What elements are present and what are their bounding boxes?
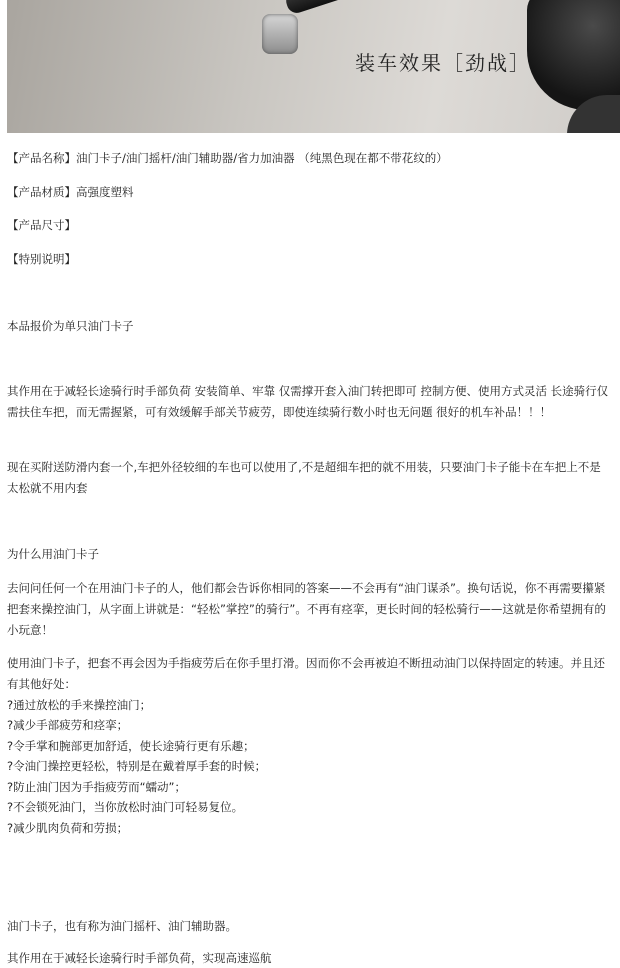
benefit-item: ?不会锁死油门，当你放松时油门可轻易复位。 xyxy=(7,800,244,814)
spec-size: 【产品尺寸】 xyxy=(7,218,76,232)
spec-note: 【特别说明】 xyxy=(7,252,76,266)
benefit-item: ?防止油门因为手指疲劳而“蠕动”； xyxy=(7,780,187,794)
install-note-paragraph: 现在买附送防滑内套一个,车把外径较细的车也可以使用了,不是超细车把的就不用装，只要油门卡子能卡在车把上不是太松就不用内套 xyxy=(7,460,601,495)
alias-line: 油门卡子，也有称为油门摇杆、油门辅助器。 xyxy=(7,919,237,933)
benefit-item: ?减少肌肉负荷和劳损； xyxy=(7,821,129,835)
scooter-handlebar-part xyxy=(527,0,620,110)
cutoff-line: 其作用在于减轻长途骑行时手部负荷，实现高速巡航 xyxy=(7,951,272,965)
benefit-item: ?令油门操控更轻松，特别是在戴着厚手套的时候； xyxy=(7,759,267,773)
benefit-item: ?令手掌和腕部更加舒适，使长途骑行更有乐趣； xyxy=(7,739,255,753)
benefit-item: ?减少手部疲劳和痉挛； xyxy=(7,718,129,732)
throttle-lever-arm xyxy=(284,0,395,15)
use-paragraph: 使用油门卡子，把套不再会因为手指疲劳后在你手里打滑。因而你不会再被迫不断扭动油门以保持固定的转速。并且还有其他好处： xyxy=(7,656,605,691)
throttle-clip-handle xyxy=(262,14,298,54)
product-banner-image xyxy=(7,0,620,133)
banner-caption: 装车效果［劲战］ xyxy=(355,51,531,75)
intro-paragraph: 其作用在于减轻长途骑行时手部负荷 安装简单、牢靠 仅需撑开套入油门转把即可 控制方便、使用方式灵活 长途骑行仅需扶住车把，而无需握紧，可有效缓解手部关节疲劳，即使连续骑行数小时也无问题 很好的机车补品！！！ xyxy=(7,384,609,419)
benefit-item: ?通过放松的手来操控油门； xyxy=(7,698,152,712)
why-paragraph: 去问问任何一个在用油门卡子的人，他们都会告诉你相同的答案——不会再有“油门谋杀”。换句话说，你不再需要攥紧把套来操控油门，从字面上讲就是：“轻松”掌控”的骑行”。不再有痉挛，更长时间的轻松骑行——这就是你希望拥有的小玩意！ xyxy=(7,581,606,637)
why-title: 为什么用油门卡子 xyxy=(7,547,99,561)
spec-material: 【产品材质】高强度塑料 xyxy=(7,185,134,199)
price-note: 本品报价为单只油门卡子 xyxy=(7,319,134,333)
spec-product-name: 【产品名称】油门卡子/油门摇杆/油门辅助器/省力加油器 （纯黑色现在都不带花纹的） xyxy=(7,151,448,165)
